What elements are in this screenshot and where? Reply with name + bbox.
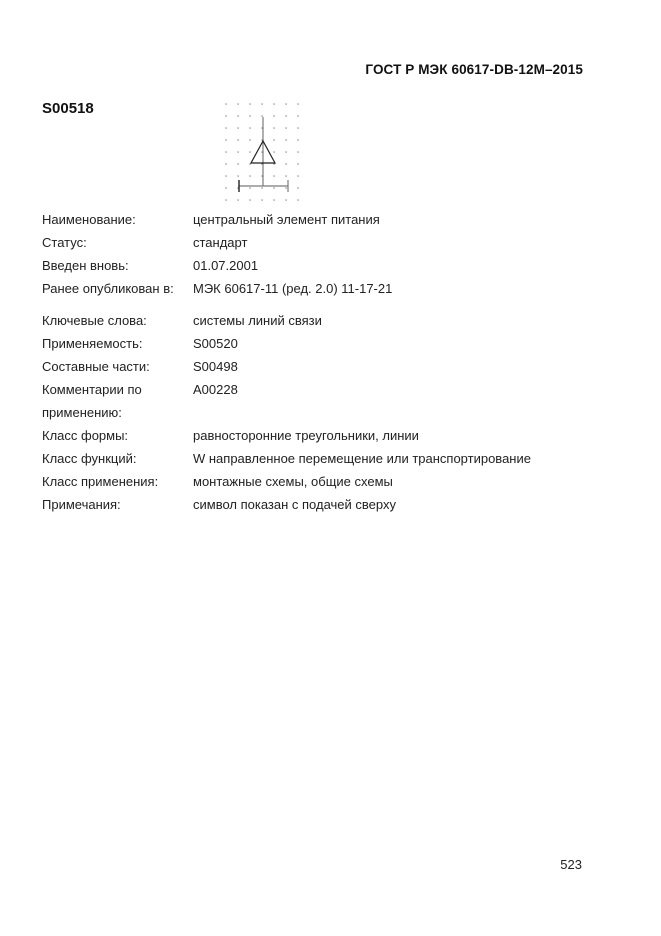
field-row-applicability: [42, 334, 602, 357]
field-row-shape-class: [42, 426, 602, 449]
field-label: Класс функций:: [42, 451, 137, 466]
field-value: 01.07.2001: [193, 258, 259, 273]
field-row-function-class: [42, 449, 602, 472]
field-label: Класс формы:: [42, 428, 129, 443]
field-value: W направленное перемещение или транспортирование: [193, 451, 531, 466]
field-value: монтажные схемы, общие схемы: [193, 474, 393, 489]
page-number: 523: [560, 857, 582, 872]
field-label: Комментарии по применению:: [42, 382, 142, 420]
symbol-attributes: [42, 210, 602, 518]
symbol-code: S00518: [42, 100, 94, 117]
field-row-keywords: [42, 311, 602, 334]
field-value: стандарт: [193, 235, 248, 250]
field-row-application-notes: [42, 380, 602, 426]
field-row-name: [42, 210, 602, 233]
field-label: Класс применения:: [42, 474, 159, 489]
field-value: символ показан с подачей сверху: [193, 497, 396, 512]
field-label: Ранее опубликован в:: [42, 281, 174, 296]
field-value: центральный элемент питания: [193, 212, 380, 227]
power-supply-symbol-icon: [218, 96, 308, 208]
field-label: Применяемость:: [42, 336, 143, 351]
field-value: S00520: [193, 336, 238, 351]
field-row-introduced: [42, 256, 602, 279]
field-row-previously-published: [42, 279, 602, 302]
field-label: Введен вновь:: [42, 258, 129, 273]
field-value: A00228: [193, 382, 238, 397]
field-label: Ключевые слова:: [42, 313, 147, 328]
field-value: S00498: [193, 359, 238, 374]
field-label: Составные части:: [42, 359, 150, 374]
field-label: Наименование:: [42, 212, 136, 227]
field-row-application-class: [42, 472, 602, 495]
standard-designation: ГОСТ Р МЭК 60617-DB-12M–2015: [365, 62, 583, 77]
field-label: Статус:: [42, 235, 87, 250]
field-row-status: [42, 233, 602, 256]
field-row-components: [42, 357, 602, 380]
field-value: равносторонние треугольники, линии: [193, 428, 419, 443]
field-value: системы линий связи: [193, 313, 322, 328]
field-value: МЭК 60617-11 (ред. 2.0) 11-17-21: [193, 281, 393, 296]
power-supply-symbol-figure: [218, 96, 308, 208]
field-label: Примечания:: [42, 497, 121, 512]
field-row-notes: [42, 495, 602, 518]
